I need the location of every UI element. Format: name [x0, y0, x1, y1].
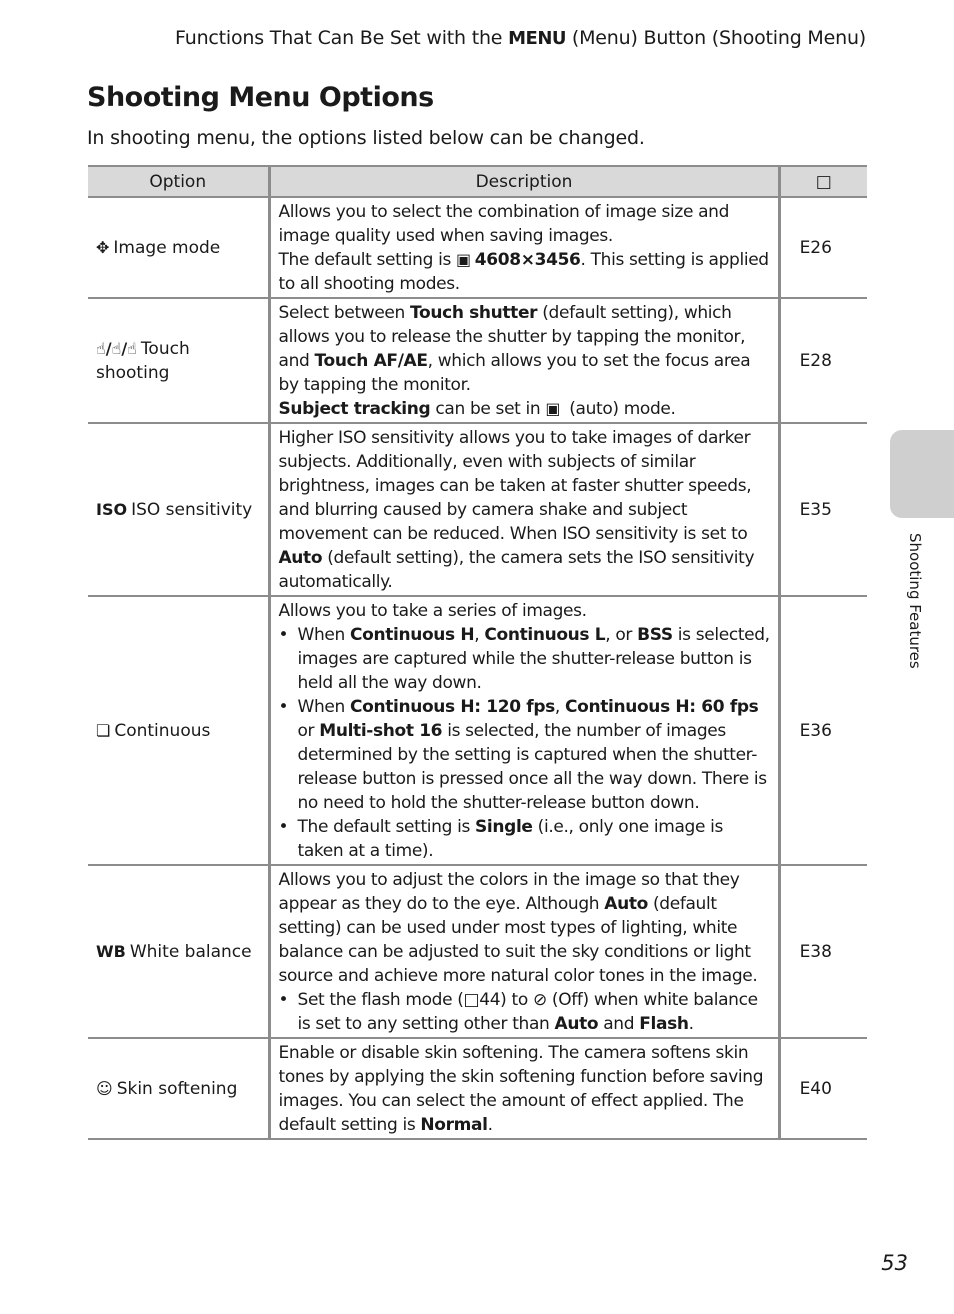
bold-text: Touch shutter — [410, 302, 538, 323]
bold-text: Continuous H: 60 fps — [565, 696, 759, 717]
description-text — [279, 426, 774, 594]
reference-cell: E38 — [779, 865, 867, 1038]
description-text: Allows you to take a series of images. — [278, 600, 587, 621]
text-run: Higher ISO sensitivity allows you to take images of darker subjects. Additionally, even with subjects of similar brightness, images can be taken at faster shutter speeds, and blurring caused by camera shake and subject movement can be reduced. When ISO sensitivity is set to — [278, 427, 752, 544]
option-cell — [88, 298, 269, 423]
option-label: Continuous — [114, 720, 211, 741]
description-text — [279, 301, 774, 397]
text-run: can be set in — [430, 398, 546, 419]
image-size-icon: ▣ — [456, 249, 471, 269]
option-cell — [88, 865, 269, 1038]
bold-text: Flash — [639, 1013, 689, 1034]
description-cell — [269, 298, 779, 423]
table-row — [88, 596, 867, 865]
option-cell — [88, 596, 269, 865]
option-cell — [88, 1038, 269, 1139]
bold-text: 4608×3456 — [474, 249, 581, 270]
option-label: Skin softening — [116, 1078, 238, 1099]
flash-off-icon: ⊘ — [532, 989, 547, 1010]
intro-text: In shooting menu, the options listed below can be changed. — [87, 127, 645, 149]
column-header-description: Description — [269, 166, 779, 197]
option-cell — [88, 423, 269, 596]
text-run: Set the flash mode ( — [297, 989, 464, 1010]
text-run: (default setting) can be used under most types of lighting, white balance can be adjusted to suit the sky conditions or light source and achieve more natural color tones in the image. — [278, 893, 758, 986]
section-label: Shooting Features — [906, 533, 924, 669]
text-run: (default setting), which allows you to release the shutter by tapping the monitor, and — [278, 302, 746, 371]
text-run: and — [598, 1013, 640, 1034]
bold-text: Subject tracking — [278, 398, 431, 419]
description-text — [279, 248, 774, 296]
image-mode-icon: ✥ — [96, 237, 110, 257]
description-cell — [269, 197, 779, 298]
bullet-item — [279, 695, 774, 815]
table-header-row — [88, 166, 867, 197]
description-text — [279, 397, 774, 421]
running-header — [0, 27, 866, 49]
bullet-text — [298, 988, 774, 1036]
text-run: , or — [605, 624, 638, 645]
table-row — [88, 298, 867, 423]
option-label: Touch shooting — [96, 338, 190, 383]
reference-cell: E28 — [779, 298, 867, 423]
description-text — [279, 1041, 774, 1137]
reference-cell: E26 — [779, 197, 867, 298]
reference-cell: E35 — [779, 423, 867, 596]
bold-text: Single — [475, 816, 533, 837]
bold-text: Continuous L — [484, 624, 606, 645]
text-run: , which allows you to set the focus area by tapping the monitor. — [278, 350, 751, 395]
bullet-item — [279, 623, 774, 695]
touch-shooting-icon: ☝/☝/☝ — [96, 338, 137, 358]
description-cell — [269, 1038, 779, 1139]
description-text: Allows you to select the combination of image size and image quality used when saving images. — [278, 201, 730, 246]
bullet-marker: • — [278, 624, 289, 645]
column-header-reference-icon: □ — [779, 166, 867, 197]
text-run: . This setting is applied to all shooting modes. — [278, 249, 769, 294]
text-run: The default setting is — [278, 249, 457, 270]
iso-icon: ISO — [96, 499, 128, 519]
text-run: When — [297, 696, 350, 717]
bold-text: Auto — [604, 893, 648, 914]
bullet-item — [279, 988, 774, 1036]
text-run: . — [487, 1114, 493, 1135]
bullet-text — [298, 815, 774, 863]
skin-softening-icon: ☺ — [96, 1078, 113, 1098]
text-run: (Off) when white balance is set to any setting other than — [297, 989, 758, 1034]
table-row — [88, 865, 867, 1038]
bullet-marker: • — [278, 989, 289, 1010]
auto-mode-icon: ▣ — [545, 398, 561, 418]
text-run: The default setting is — [297, 816, 476, 837]
running-header-suffix: (Menu) Button (Shooting Menu) — [566, 27, 866, 49]
page-title: Shooting Menu Options — [87, 82, 434, 113]
white-balance-icon: WB — [96, 941, 126, 961]
text-run: Select between — [278, 302, 411, 323]
running-header-prefix: Functions That Can Be Set with the — [175, 27, 509, 49]
text-run: Allows you to adjust the colors in the image so that they appear as they do to the eye. Although — [278, 869, 740, 914]
text-run: or — [297, 720, 320, 741]
page-number: 53 — [881, 1251, 908, 1275]
option-label: Image mode — [113, 237, 221, 258]
option-label: ISO sensitivity — [131, 499, 253, 520]
text-run: , — [474, 624, 485, 645]
text-run: , — [554, 696, 566, 717]
bullet-text — [298, 623, 774, 695]
option-label: White balance — [129, 941, 252, 962]
bullet-item — [279, 815, 774, 863]
bold-text: Touch AF/AE — [314, 350, 428, 371]
text-run: (i.e., only one image is taken at a time). — [297, 816, 724, 861]
bold-text: Continuous H — [349, 624, 475, 645]
description-text — [279, 868, 774, 988]
options-table — [88, 165, 867, 1140]
bullet-marker: • — [278, 696, 289, 717]
bold-text: Continuous H: 120 fps — [349, 696, 555, 717]
reference-book-icon: □ — [463, 989, 480, 1010]
bold-text: Multi-shot 16 — [319, 720, 443, 741]
bold-text: Auto — [554, 1013, 599, 1034]
reference-cell: E36 — [779, 596, 867, 865]
column-header-option: Option — [88, 166, 269, 197]
description-cell — [269, 865, 779, 1038]
table-row — [88, 1038, 867, 1139]
text-run: is selected, images are captured while the shutter-release button is held all the way down. — [297, 624, 770, 693]
continuous-icon: ❏ — [96, 720, 111, 740]
table-row — [88, 423, 867, 596]
bold-text: BSS — [637, 624, 673, 645]
section-tab — [890, 430, 954, 518]
bold-text: Auto — [278, 547, 323, 568]
text-run: 44) to — [479, 989, 533, 1010]
description-cell — [269, 596, 779, 865]
text-run: is selected, the number of images determined by the setting is captured when the shutter-release button is pressed once all the way down. There is no need to hold the shutter-release button down. — [297, 720, 767, 813]
text-run: When — [297, 624, 350, 645]
bullet-text — [298, 695, 774, 815]
text-run: Enable or disable skin softening. The camera softens skin tones by applying the skin softening function before saving images. You can select the amount of effect applied. The default setting is — [278, 1042, 764, 1135]
reference-cell: E40 — [779, 1038, 867, 1139]
bold-text: Normal — [420, 1114, 488, 1135]
description-cell — [269, 423, 779, 596]
menu-button-icon: MENU — [508, 28, 567, 49]
text-run: (default setting), the camera sets the ISO sensitivity automatically. — [278, 547, 755, 592]
table-row — [88, 197, 867, 298]
text-run: (auto) mode. — [564, 398, 676, 419]
text-run: . — [688, 1013, 694, 1034]
bullet-marker: • — [278, 816, 289, 837]
option-cell — [88, 197, 269, 298]
